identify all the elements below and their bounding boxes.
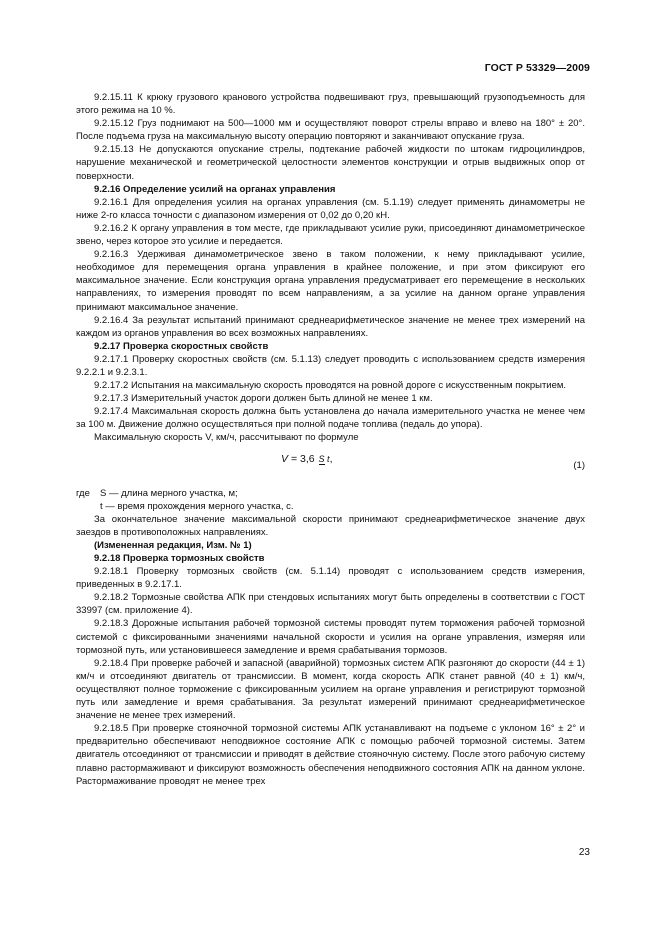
paragraph-9-2-16-3: 9.2.16.3 Удерживая динамометрическое звено в таком положении, к нему прикладывают усилие, необходимое для перемещения органа управления в крайнее положение, и при этом фиксируют его максимальное значение. Если конструкция органа управления предусматривает его перемещение в нескольких направлениях, то измерения проводят по всем направлениям, а за усилие на данном органе управления принимают максимальное значение. [76,249,585,313]
amendment-note: (Измененная редакция, Изм. № 1) [94,539,252,551]
formula-tail: , [329,452,333,465]
paragraph-9-2-17-1: 9.2.17.1 Проверку скоростных свойств (см. 5.1.13) следует проводить с использованием средств измерения 9.2.2.1 и 9.2.3.1. [76,353,585,378]
formula-lhs: V [281,452,289,465]
where-block [76,487,585,513]
where-item-t: t — время прохождения мерного участка, с. [100,500,294,512]
document-body [76,91,585,788]
document-standard-header: ГОСТ Р 53329—2009 [484,62,590,74]
paragraph-9-2-17-4: 9.2.17.4 Максимальная скорость должна быть установлена до начала измерительного участка не менее чем за 100 м. Движение должно осуществляться при полной подаче топлива (педаль до упора). [76,406,585,431]
formula-intro: Максимальную скорость V, км/ч, рассчитывают по формуле [94,432,359,444]
paragraph-9-2-18-1: 9.2.18.1 Проверку тормозных свойств (см. 5.1.14) проводят с использованием средств измерения, приведенных в 9.2.17.1. [76,566,585,591]
paragraph-9-2-15-12: 9.2.15.12 Груз поднимают на 500—1000 мм и осуществляют поворот стрелы вправо и влево на 180° ± 20°. После подъема груза на максимальную высоту операцию повторяют и заканчивают опускание груза. [76,118,585,143]
section-heading-9-2-16: 9.2.16 Определение усилий на органах управления [94,183,336,195]
paragraph-9-2-18-4: 9.2.18.4 При проверке рабочей и запасной (аварийной) тормозных систем АПК разгоняют до скорости (44 ± 1) км/ч и отсоединяют двигатель от трансмиссии. В момент, когда скорость АПК станет равной (40 ± 1) км/ч, осуществляют полное торможение с фиксированным усилием на органе управления и регистрируют тормозной путь или замедление и время срабатывания. За результат измерений принимают среднеарифметическое значение не менее трех измерений. [76,657,585,722]
formula-numerator: S [318,453,325,464]
paragraph-9-2-16-1: 9.2.16.1 Для определения усилия на органах управления (см. 5.1.19) следует применять динамометры не ниже 2-го класса точности с диапазоном измерения от 0,02 до 0,20 кН. [76,196,585,221]
paragraph-9-2-16-2: 9.2.16.2 К органу управления в том месте, где прикладывают усилие руки, присоединяют динамометрическое звено, через которое это усилие и передается. [76,222,585,248]
paragraph-9-2-17-3: 9.2.17.3 Измерительный участок дороги должен быть длиной не менее 1 км. [94,393,433,405]
formula-fraction [319,454,330,464]
speed-formula [281,453,332,466]
section-heading-9-2-17: 9.2.17 Проверка скоростных свойств [94,340,269,352]
paragraph-9-2-18-5: 9.2.18.5 При проверке стояночной тормозной системы АПК устанавливают на подъеме с уклоном 16° ± 2° и предварительно обеспечивают неподвижное состояние АПК с помощью рабочей тормозной системы. Затем двигатель отсоединяют от трансмиссии и приводят в действие стояночную систему. После этого рабочую систему плавно растормаживают и фиксируют возможность обеспечения неподвижного состояния АПК на данном уклоне. Растормаживание проводят не менее трех [76,723,585,787]
where-item-s: S — длина мерного участка, м; [100,487,238,499]
formula-equals: = 3,6 [290,452,315,465]
paragraph-9-2-15-13: 9.2.15.13 Не допускаются опускание стрелы, подтекание рабочей жидкости по штокам гидроцилиндров, нарушение механической и геометрической целостности элементов конструкции и отрыв выдвижных опор от поверхности. [76,144,585,182]
paragraph-9-2-15-11: 9.2.15.11 К крюку грузового кранового устройства подвешивают груз, превышающий грузоподъемность для этого режима на 10 %. [76,92,585,117]
paragraph-9-2-16-4: 9.2.16.4 За результат испытаний принимают среднеарифметическое значение не менее трех измерений на каждом из органов управления во всех возможных направлениях. [76,314,585,339]
paragraph-9-2-18-3: 9.2.18.3 Дорожные испытания рабочей тормозной системы проводят путем торможения рабочей тормозной системой с фиксированными значениями начальной скорости и усилия на органе управления, измеряя или тормозной путь, или установившееся замедление и время срабатывания тормозов. [76,618,585,656]
where-label: где [76,487,90,499]
formula-number: (1) [573,459,585,471]
formula-block [76,449,585,483]
page-number: 23 [578,847,590,858]
section-heading-9-2-18: 9.2.18 Проверка тормозных свойств [94,553,265,564]
paragraph-9-2-18-2: 9.2.18.2 Тормозные свойства АПК при стендовых испытаниях могут быть определены в соответствии с ГОСТ 33997 (см. приложение 4). [76,592,585,617]
paragraph-9-2-17-2: 9.2.17.2 Испытания на максимальную скорость проводятся на ровной дороге с искусственным покрытием. [94,380,567,392]
paragraph-final-value: За окончательное значение максимальной скорости принимают среднеарифметическое значение двух заездов в противоположных направлениях. [76,513,585,538]
formula-denominator: t [327,453,330,464]
